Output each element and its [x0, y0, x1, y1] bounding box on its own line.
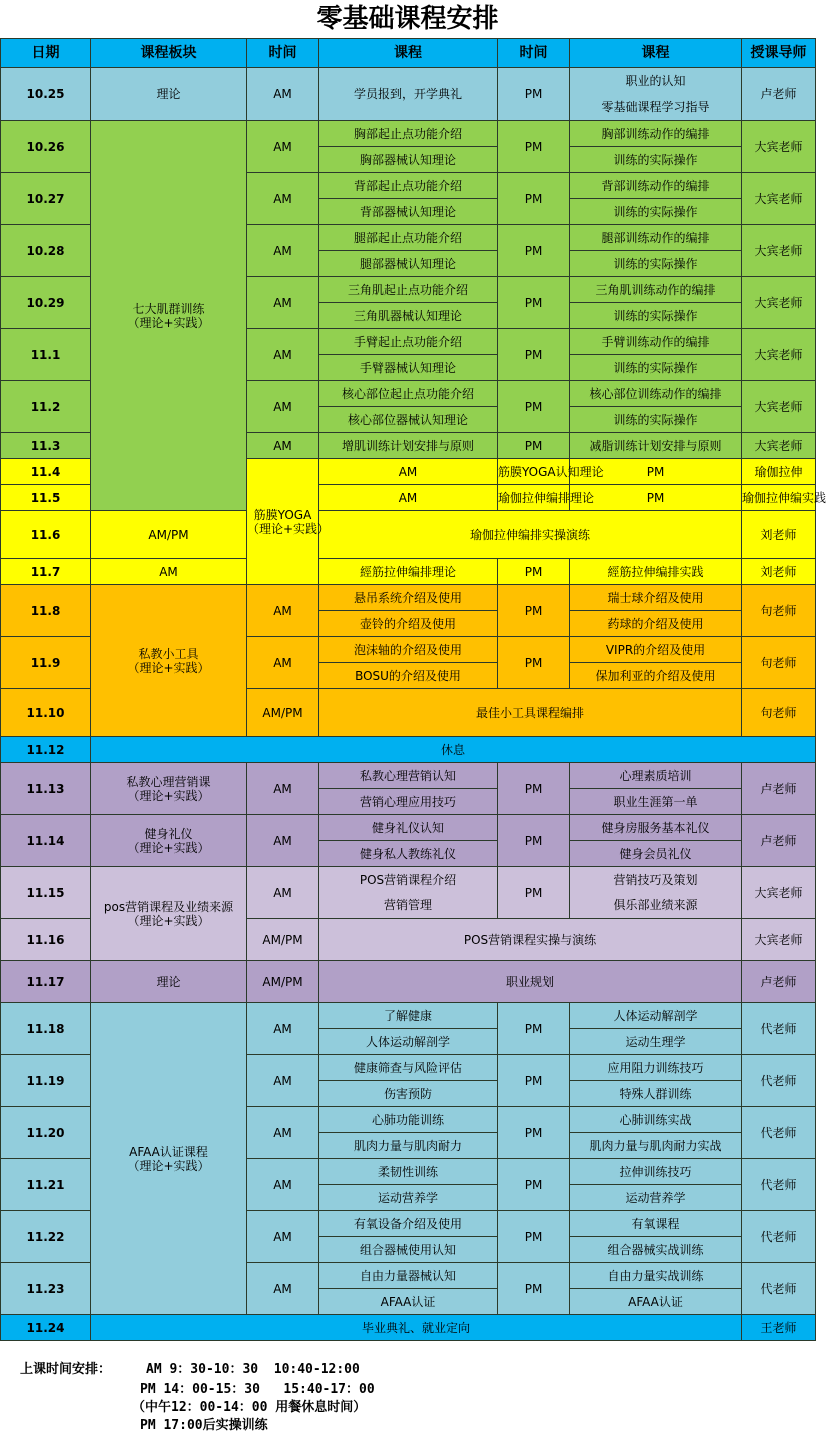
teacher-cell: 大宾老师	[742, 919, 816, 961]
module-cell: 理论	[91, 961, 247, 1003]
header-date: 日期	[1, 39, 91, 68]
module-subtitle: （理论+实践）	[127, 660, 210, 675]
pm-label: PM	[498, 381, 570, 433]
am-course: 运动营养学	[319, 1185, 498, 1211]
pm-course: 經筋拉伸编排实践	[570, 559, 742, 585]
teacher-cell: 大宾老师	[742, 277, 816, 329]
date-cell: 11.21	[1, 1159, 91, 1211]
am-label: AM	[247, 1003, 319, 1055]
am-course: 核心部位起止点功能介绍	[319, 381, 498, 407]
am-label: AM	[247, 121, 319, 173]
pm-course: 瑜伽拉伸编实践	[742, 485, 816, 511]
table-row	[1, 815, 816, 841]
am-course: 悬吊系统介绍及使用	[319, 585, 498, 611]
pm-label: PM	[498, 1003, 570, 1055]
am-course: 私教心理营销认知	[319, 763, 498, 789]
module-subtitle: （理论+实践）	[127, 840, 210, 855]
rest-cell: 休息	[91, 737, 816, 763]
am-course: 柔韧性训练	[319, 1159, 498, 1185]
date-cell: 11.14	[1, 815, 91, 867]
am-label: AM	[247, 1211, 319, 1263]
pm-label: PM	[498, 763, 570, 815]
teacher-cell: 大宾老师	[742, 433, 816, 459]
schedule-table	[0, 38, 826, 1341]
pm-course: 健身房服务基本礼仪	[570, 815, 742, 841]
module-title: 健身礼仪	[144, 826, 193, 841]
am-course: 增肌训练计划安排与原则	[319, 433, 498, 459]
pm-label: PM	[498, 121, 570, 173]
am-course: 三角肌器械认知理论	[319, 303, 498, 329]
date-cell: 11.24	[1, 1315, 91, 1341]
am-course: 手臂器械认知理论	[319, 355, 498, 381]
module-title: AFAA认证课程	[129, 1144, 208, 1159]
ampm-label: AM/PM	[91, 511, 247, 559]
teacher-cell: 大宾老师	[742, 381, 816, 433]
date-cell: 10.28	[1, 225, 91, 277]
teacher-cell: 大宾老师	[742, 867, 816, 919]
module-cell	[91, 867, 247, 961]
am-label: AM	[319, 459, 498, 485]
pm-course: 药球的介绍及使用	[570, 611, 742, 637]
date-cell: 10.29	[1, 277, 91, 329]
date-cell: 11.3	[1, 433, 91, 459]
date-cell: 10.25	[1, 68, 91, 121]
date-cell: 11.22	[1, 1211, 91, 1263]
pm-course: 训练的实际操作	[570, 251, 742, 277]
graduation-cell: 毕业典礼、就业定向	[91, 1315, 742, 1341]
pm-label: PM	[498, 173, 570, 225]
header-teacher: 授课导师	[742, 39, 816, 68]
date-cell: 11.6	[1, 511, 91, 559]
table-row	[1, 559, 816, 585]
teacher-cell: 刘老师	[742, 511, 816, 559]
pm-course: 三角肌训练动作的编排	[570, 277, 742, 303]
pm-course: 训练的实际操作	[570, 303, 742, 329]
am-label: AM	[319, 485, 498, 511]
pm-course: 运动生理学	[570, 1029, 742, 1055]
date-cell: 10.27	[1, 173, 91, 225]
pm-label: PM	[498, 1107, 570, 1159]
ampm-label: AM/PM	[247, 919, 319, 961]
pm-course: 腿部训练动作的编排	[570, 225, 742, 251]
module-subtitle: （理论+实践）	[127, 913, 210, 928]
full-day-course: 最佳小工具课程编排	[319, 689, 742, 737]
am-label: AM	[247, 1159, 319, 1211]
date-cell: 11.18	[1, 1003, 91, 1055]
pm-course: 肌肉力量与肌肉耐力实战	[570, 1133, 742, 1159]
table-row	[1, 511, 816, 559]
am-course: 了解健康	[319, 1003, 498, 1029]
pm-course: 健身会员礼仪	[570, 841, 742, 867]
am-course: 背部器械认知理论	[319, 199, 498, 225]
date-cell: 11.8	[1, 585, 91, 637]
pm-label: PM	[498, 1211, 570, 1263]
module-cell	[91, 121, 247, 511]
pm-course: 营销技巧及策划	[570, 867, 742, 893]
teacher-cell: 卢老师	[742, 763, 816, 815]
page-title: 零基础课程安排	[316, 4, 499, 34]
am-course: 自由力量器械认知	[319, 1263, 498, 1289]
am-course: 营销心理应用技巧	[319, 789, 498, 815]
pm-label: PM	[570, 485, 742, 511]
date-cell: 11.23	[1, 1263, 91, 1315]
am-course: BOSU的介绍及使用	[319, 663, 498, 689]
am-label: AM	[247, 329, 319, 381]
table-row	[1, 961, 816, 1003]
am-label: AM	[247, 381, 319, 433]
pm-course: 人体运动解剖学	[570, 1003, 742, 1029]
teacher-cell: 代老师	[742, 1159, 816, 1211]
am-course: 胸部器械认知理论	[319, 147, 498, 173]
am-course: 手臂起止点功能介绍	[319, 329, 498, 355]
pm-course: 应用阻力训练技巧	[570, 1055, 742, 1081]
table-row	[1, 68, 816, 121]
header-course-pm: 课程	[570, 39, 742, 68]
module-cell: 理论	[91, 68, 247, 121]
notes-pm-times: PM 14：00-15：30 15:40-17：00	[140, 1382, 375, 1397]
schedule-notes	[0, 1352, 815, 1444]
table-row	[1, 737, 816, 763]
table-row	[1, 1315, 816, 1341]
pm-course: 运动营养学	[570, 1185, 742, 1211]
full-day-course: 职业规划	[319, 961, 742, 1003]
table-row	[1, 867, 816, 893]
module-cell	[91, 763, 247, 815]
am-course: 学员报到，开学典礼	[319, 68, 498, 121]
am-label: AM	[247, 1263, 319, 1315]
am-course: 组合器械使用认知	[319, 1237, 498, 1263]
table-row	[1, 121, 816, 147]
am-course: 泡沫轴的介绍及使用	[319, 637, 498, 663]
module-subtitle: （理论+实践）	[247, 521, 330, 536]
am-label: AM	[247, 1107, 319, 1159]
am-course: 胸部起止点功能介绍	[319, 121, 498, 147]
module-cell	[247, 459, 330, 585]
pm-label: PM	[498, 867, 570, 919]
notes-lunch: （中午12：00-14：00 用餐休息时间）	[132, 1400, 367, 1415]
date-cell: 11.16	[1, 919, 91, 961]
pm-label: PM	[498, 559, 570, 585]
table-row	[1, 1003, 816, 1029]
pm-course: 特殊人群训练	[570, 1081, 742, 1107]
pm-label: PM	[498, 1055, 570, 1107]
pm-course-line: 职业的认知	[625, 74, 686, 88]
teacher-cell: 卢老师	[742, 815, 816, 867]
pm-course: 减脂训练计划安排与原则	[570, 433, 742, 459]
am-course: 腿部起止点功能介绍	[319, 225, 498, 251]
am-course: 背部起止点功能介绍	[319, 173, 498, 199]
date-cell: 11.17	[1, 961, 91, 1003]
am-course: 营销管理	[319, 893, 498, 919]
pm-course: 拉伸训练技巧	[570, 1159, 742, 1185]
am-course: 腿部器械认知理论	[319, 251, 498, 277]
pm-course: 心肺训练实战	[570, 1107, 742, 1133]
date-cell: 11.13	[1, 763, 91, 815]
am-course: 有氧设备介绍及使用	[319, 1211, 498, 1237]
module-cell	[91, 1003, 247, 1315]
pm-course: 心理素质培训	[570, 763, 742, 789]
module-title: pos营销课程及业绩来源	[103, 899, 234, 914]
am-label: AM	[247, 763, 319, 815]
ampm-label: AM/PM	[247, 961, 319, 1003]
header-course-am: 课程	[319, 39, 498, 68]
am-label: AM	[247, 637, 319, 689]
notes-am-times: AM 9：30-10：30 10:40-12:00	[146, 1362, 360, 1377]
am-label: AM	[247, 173, 319, 225]
teacher-cell: 代老师	[742, 1263, 816, 1315]
am-label: AM	[247, 585, 319, 637]
pm-course: 自由力量实战训练	[570, 1263, 742, 1289]
am-course: 健康筛查与风险评估	[319, 1055, 498, 1081]
header-time-am: 时间	[247, 39, 319, 68]
module-subtitle: （理论+实践）	[127, 788, 210, 803]
am-label: AM	[247, 68, 319, 121]
module-title: 七大肌群训练	[132, 301, 205, 316]
am-course: POS营销课程介绍	[319, 867, 498, 893]
am-course: 壶铃的介绍及使用	[319, 611, 498, 637]
pm-course: 训练的实际操作	[570, 355, 742, 381]
am-course: AFAA认证	[319, 1289, 498, 1315]
am-label: AM	[247, 1055, 319, 1107]
pm-course: 训练的实际操作	[570, 147, 742, 173]
module-title: 私教心理营销课	[126, 774, 211, 789]
teacher-cell: 大宾老师	[742, 121, 816, 173]
am-label: AM	[247, 815, 319, 867]
date-cell: 10.26	[1, 121, 91, 173]
teacher-cell: 句老师	[742, 637, 816, 689]
module-subtitle: （理论+实践）	[127, 315, 210, 330]
pm-course: 组合器械实战训练	[570, 1237, 742, 1263]
module-title: 私教小工具	[138, 646, 199, 661]
date-cell: 11.5	[1, 485, 91, 511]
am-course: 心肺功能训练	[319, 1107, 498, 1133]
pm-label: PM	[498, 585, 570, 637]
full-day-course: 瑜伽拉伸编排实操演练	[319, 511, 742, 559]
notes-label: 上课时间安排：	[20, 1362, 112, 1377]
teacher-cell: 刘老师	[742, 559, 816, 585]
am-course: 肌肉力量与肌肉耐力	[319, 1133, 498, 1159]
date-cell: 11.12	[1, 737, 91, 763]
am-course: 人体运动解剖学	[319, 1029, 498, 1055]
date-cell: 11.2	[1, 381, 91, 433]
teacher-cell: 句老师	[742, 689, 816, 737]
am-course: 健身私人教练礼仪	[319, 841, 498, 867]
pm-label: PM	[498, 433, 570, 459]
pm-course: 瑞士球介绍及使用	[570, 585, 742, 611]
pm-course: 俱乐部业绩来源	[570, 893, 742, 919]
pm-course: VIPR的介绍及使用	[570, 637, 742, 663]
date-cell: 11.20	[1, 1107, 91, 1159]
date-cell: 11.9	[1, 637, 91, 689]
table-row	[1, 585, 816, 611]
am-course: 經筋拉伸编排理论	[319, 559, 498, 585]
pm-label: PM	[498, 1159, 570, 1211]
pm-label: PM	[498, 277, 570, 329]
pm-course: 有氧课程	[570, 1211, 742, 1237]
header-time-pm: 时间	[498, 39, 570, 68]
pm-course: AFAA认证	[570, 1289, 742, 1315]
date-cell: 11.1	[1, 329, 91, 381]
teacher-cell: 卢老师	[742, 961, 816, 1003]
header-module: 课程板块	[91, 39, 247, 68]
table-row	[1, 763, 816, 789]
module-title: 筋膜YOGA	[253, 507, 312, 522]
full-day-course: POS营销课程实操与演练	[319, 919, 742, 961]
pm-course: 背部训练动作的编排	[570, 173, 742, 199]
pm-course: 保加利亚的介绍及使用	[570, 663, 742, 689]
am-course: 筋膜YOGA认知理论	[498, 459, 570, 485]
teacher-cell: 大宾老师	[742, 173, 816, 225]
date-cell: 11.19	[1, 1055, 91, 1107]
pm-course: 瑜伽拉伸	[742, 459, 816, 485]
teacher-cell: 大宾老师	[742, 329, 816, 381]
am-course: 核心部位器械认知理论	[319, 407, 498, 433]
teacher-cell: 代老师	[742, 1211, 816, 1263]
pm-label: PM	[498, 1263, 570, 1315]
date-cell: 11.15	[1, 867, 91, 919]
pm-label: PM	[498, 225, 570, 277]
pm-course: 胸部训练动作的编排	[570, 121, 742, 147]
pm-label: PM	[498, 637, 570, 689]
module-cell	[91, 585, 247, 737]
teacher-cell: 句老师	[742, 585, 816, 637]
teacher-cell: 王老师	[742, 1315, 816, 1341]
am-course: 瑜伽拉伸编排理论	[498, 485, 570, 511]
pm-course: 训练的实际操作	[570, 407, 742, 433]
module-subtitle: （理论+实践）	[127, 1158, 210, 1173]
pm-course: 手臂训练动作的编排	[570, 329, 742, 355]
teacher-cell: 代老师	[742, 1107, 816, 1159]
pm-label: PM	[498, 815, 570, 867]
am-label: AM	[247, 225, 319, 277]
pm-course: 核心部位训练动作的编排	[570, 381, 742, 407]
teacher-cell: 大宾老师	[742, 225, 816, 277]
pm-course-line: 零基础课程学习指导	[601, 100, 710, 114]
date-cell: 11.10	[1, 689, 91, 737]
am-label: AM	[247, 867, 319, 919]
am-label: AM	[91, 559, 247, 585]
date-cell: 11.4	[1, 459, 91, 485]
am-course: 伤害预防	[319, 1081, 498, 1107]
teacher-cell: 代老师	[742, 1055, 816, 1107]
am-label: AM	[247, 433, 319, 459]
pm-label: PM	[570, 459, 742, 485]
pm-course: 职业生涯第一单	[570, 789, 742, 815]
am-course: 健身礼仪认知	[319, 815, 498, 841]
pm-label: PM	[498, 329, 570, 381]
pm-course: 训练的实际操作	[570, 199, 742, 225]
pm-course	[570, 68, 742, 121]
date-cell: 11.7	[1, 559, 91, 585]
am-course: 三角肌起止点功能介绍	[319, 277, 498, 303]
ampm-label: AM/PM	[247, 689, 319, 737]
pm-label: PM	[498, 68, 570, 121]
teacher-cell: 卢老师	[742, 68, 816, 121]
teacher-cell: 代老师	[742, 1003, 816, 1055]
notes-evening: PM 17:00后实操训练	[140, 1418, 268, 1433]
am-label: AM	[247, 277, 319, 329]
module-cell	[91, 815, 247, 867]
header-row	[1, 39, 816, 68]
